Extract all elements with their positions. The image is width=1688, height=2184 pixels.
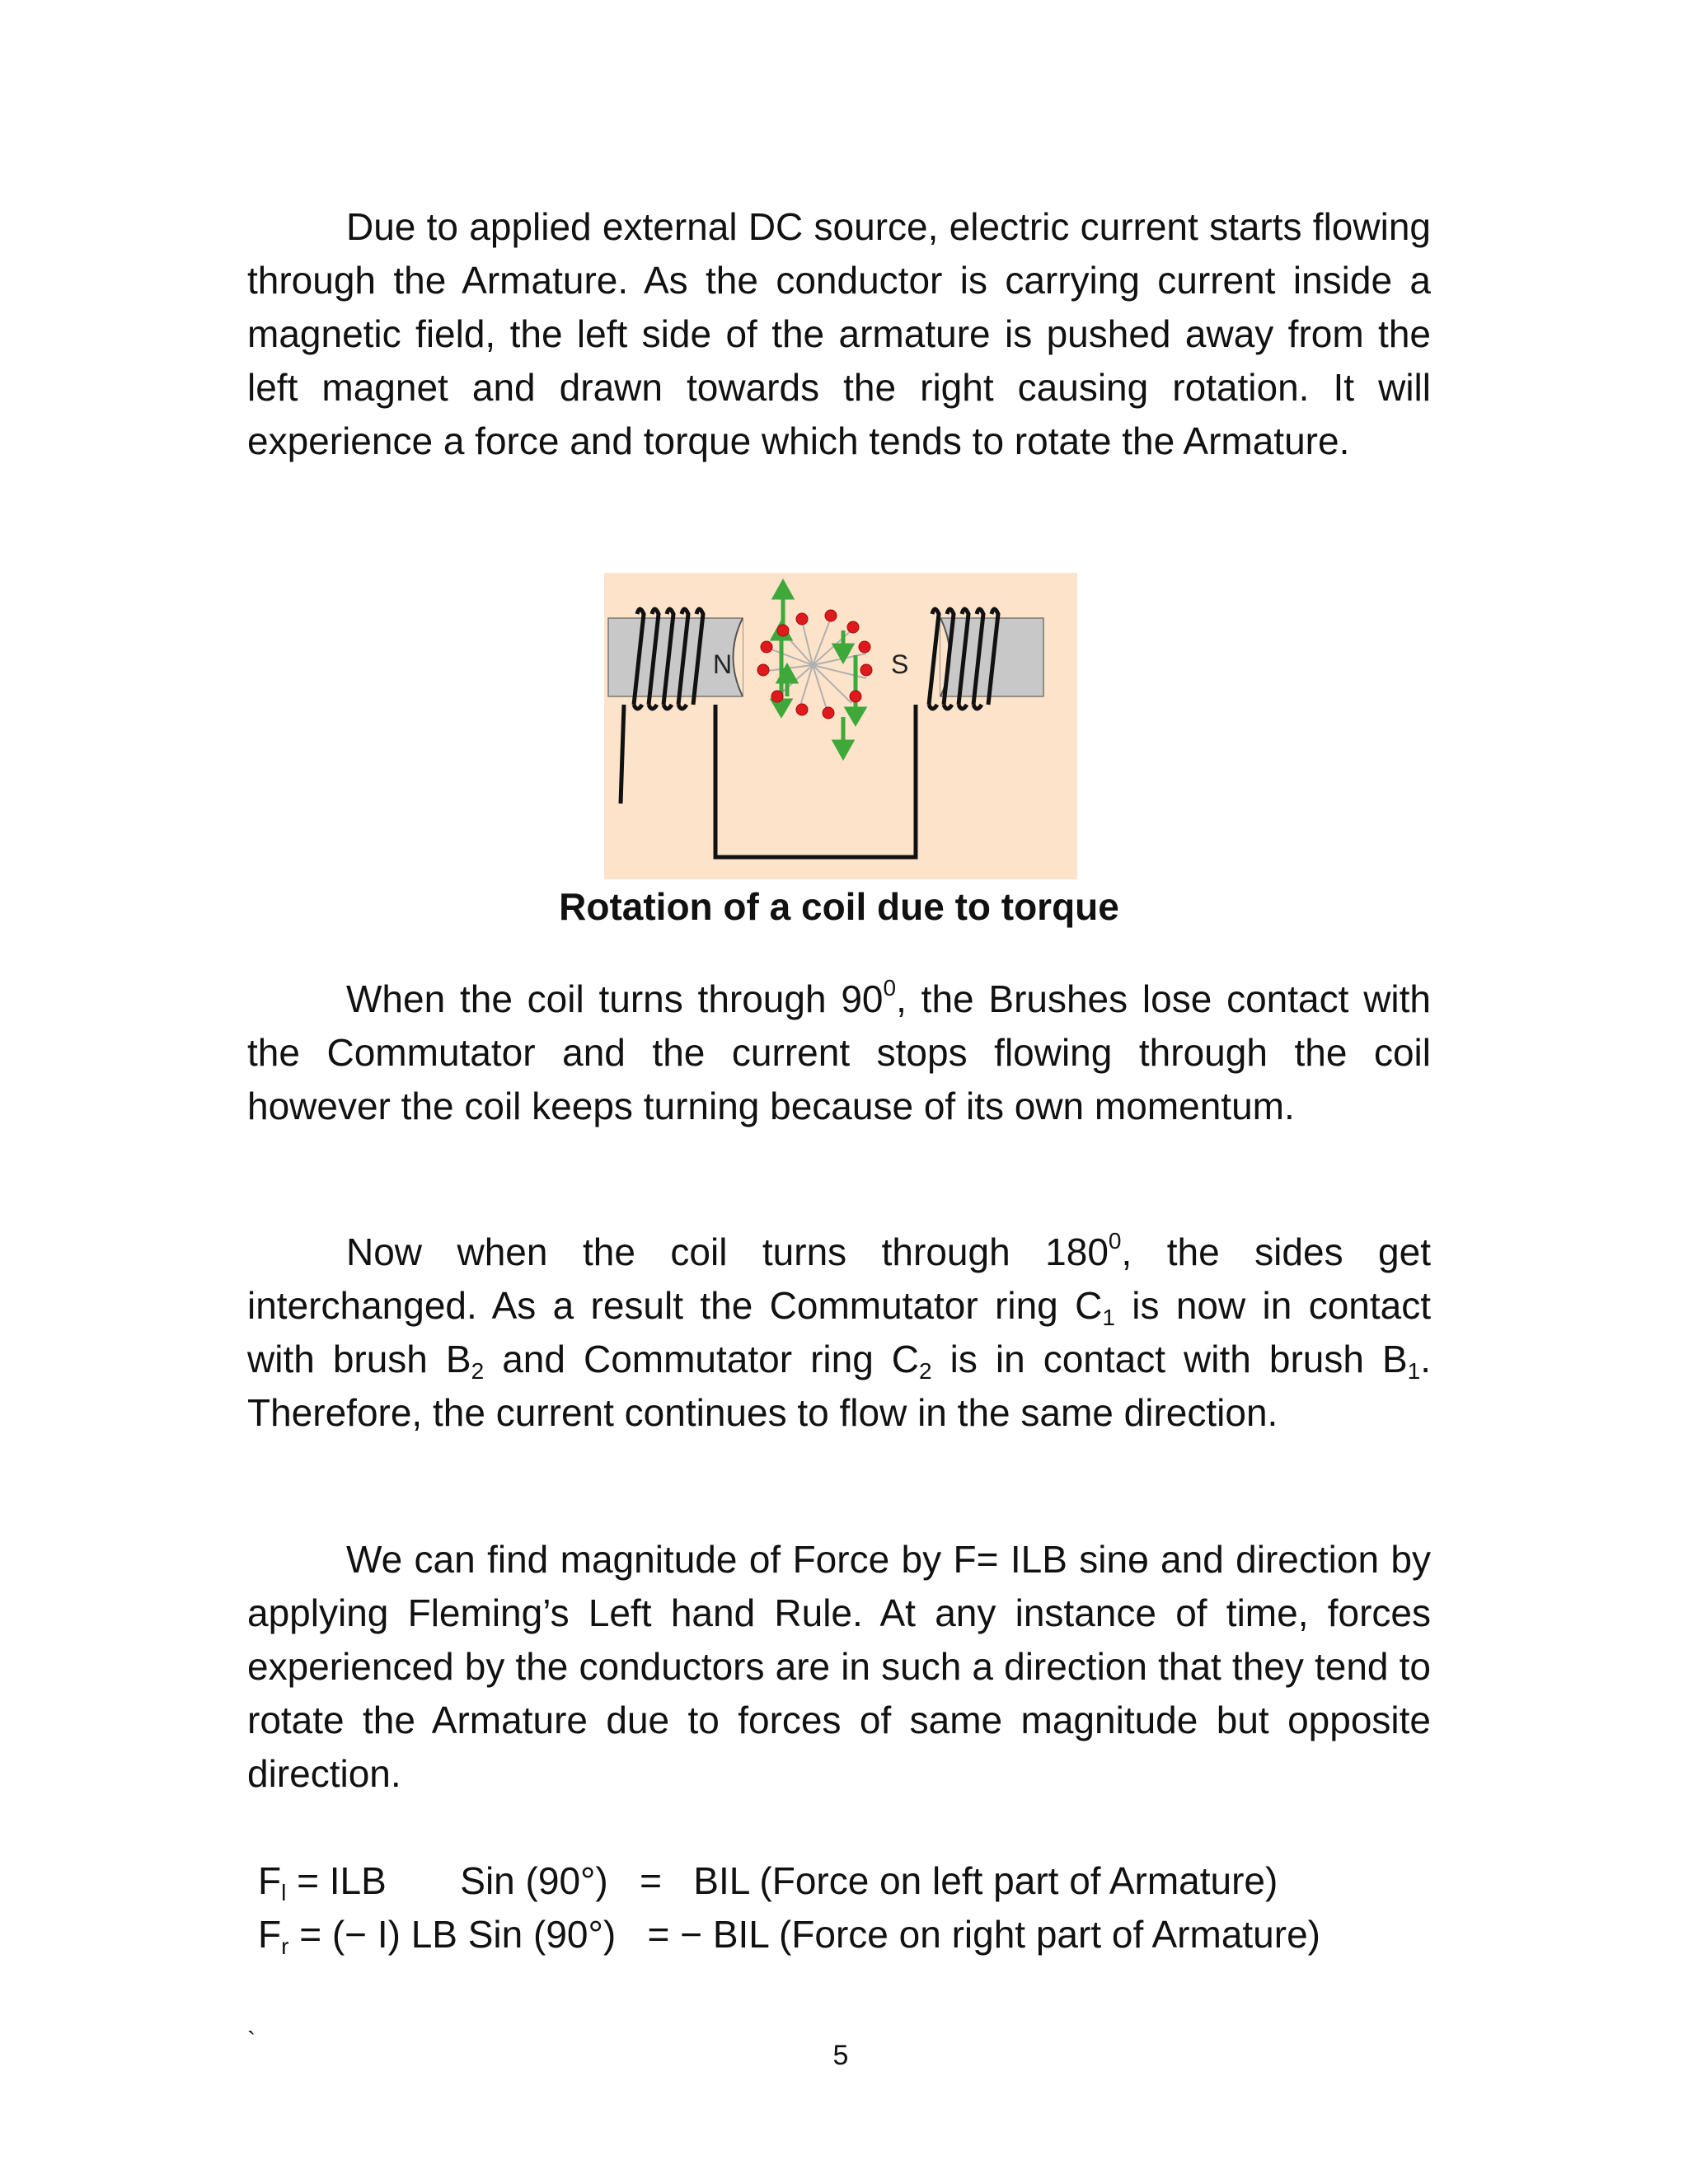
eq1-symbol: F [258, 1859, 282, 1902]
p3-text-6: . Therefore, the current continues to flow in the same direction. [247, 1338, 1431, 1434]
p2-text-b: , the Brushes lose contact with the Commutator and the current stops flowing through the coil however the coil keeps turning because of its own momentum. [247, 977, 1432, 1127]
p3-text-1: Now when the coil turns through 180 [346, 1230, 1109, 1273]
footer-mark: ` [247, 2027, 256, 2055]
equation-left-force [258, 1854, 1278, 1908]
page-number: 5 [832, 2040, 849, 2071]
p3-sub-4: 1 [1407, 1358, 1421, 1384]
equation-right-force [258, 1908, 1320, 1961]
p3-sub-3: 2 [919, 1358, 932, 1384]
p2-text-a: When the coil turns through 90 [346, 977, 884, 1020]
eq1-rest: = ILB Sin (90°) = BIL (Force on left part of Armature) [286, 1859, 1278, 1902]
eq2-rest: = (− I) LB Sin (90°) = − BIL (Force on right part of Armature) [288, 1913, 1320, 1956]
p3-sub-1: 1 [1102, 1305, 1115, 1330]
paragraph-90-degrees [247, 972, 1431, 1133]
p3-text-5: is in contact with brush B [931, 1338, 1408, 1380]
paragraph-force-magnitude: We can find magnitude of Force by F= ILB sinɵ and direction by applying Fleming’s Left hand Rule. At any instance of time, forces experienced by the conductors are in such a direction that they tend to rotate the Armature due to forces of same magnitude but opposite direction. [247, 1538, 1431, 1795]
coil-rotation-diagram [604, 573, 1077, 879]
p3-sub-2: 2 [471, 1358, 485, 1384]
p3-text-2: , the sides get interchanged. As a result the Commutator ring C [247, 1230, 1431, 1327]
paragraph-armature-current: Due to applied external DC source, electric current starts flowing through the Armature. As the conductor is carrying current inside a magnetic field, the left side of the armature is pushed away from the left magnet and drawn towards the right causing rotation. It will experience a force and torque which tends to rotate the Armature. [247, 205, 1431, 462]
figure-caption: Rotation of a coil due to torque [559, 885, 1119, 928]
p3-sup-1: 0 [1108, 1228, 1122, 1254]
eq2-subscript: r [281, 1933, 289, 1959]
connecting-wire [715, 705, 916, 857]
south-pole-label: S [891, 649, 909, 679]
coil-rotation-figure [604, 573, 1077, 879]
paragraph-180-degrees [247, 1226, 1431, 1440]
p3-text-4: and Commutator ring C [484, 1338, 920, 1380]
eq1-subscript: l [281, 1880, 287, 1905]
eq2-symbol: F [258, 1913, 282, 1956]
p2-angle-sup: 0 [883, 975, 897, 1001]
north-pole-label: N [713, 649, 733, 679]
p3-text-3: is now in contact with brush B [247, 1284, 1432, 1380]
